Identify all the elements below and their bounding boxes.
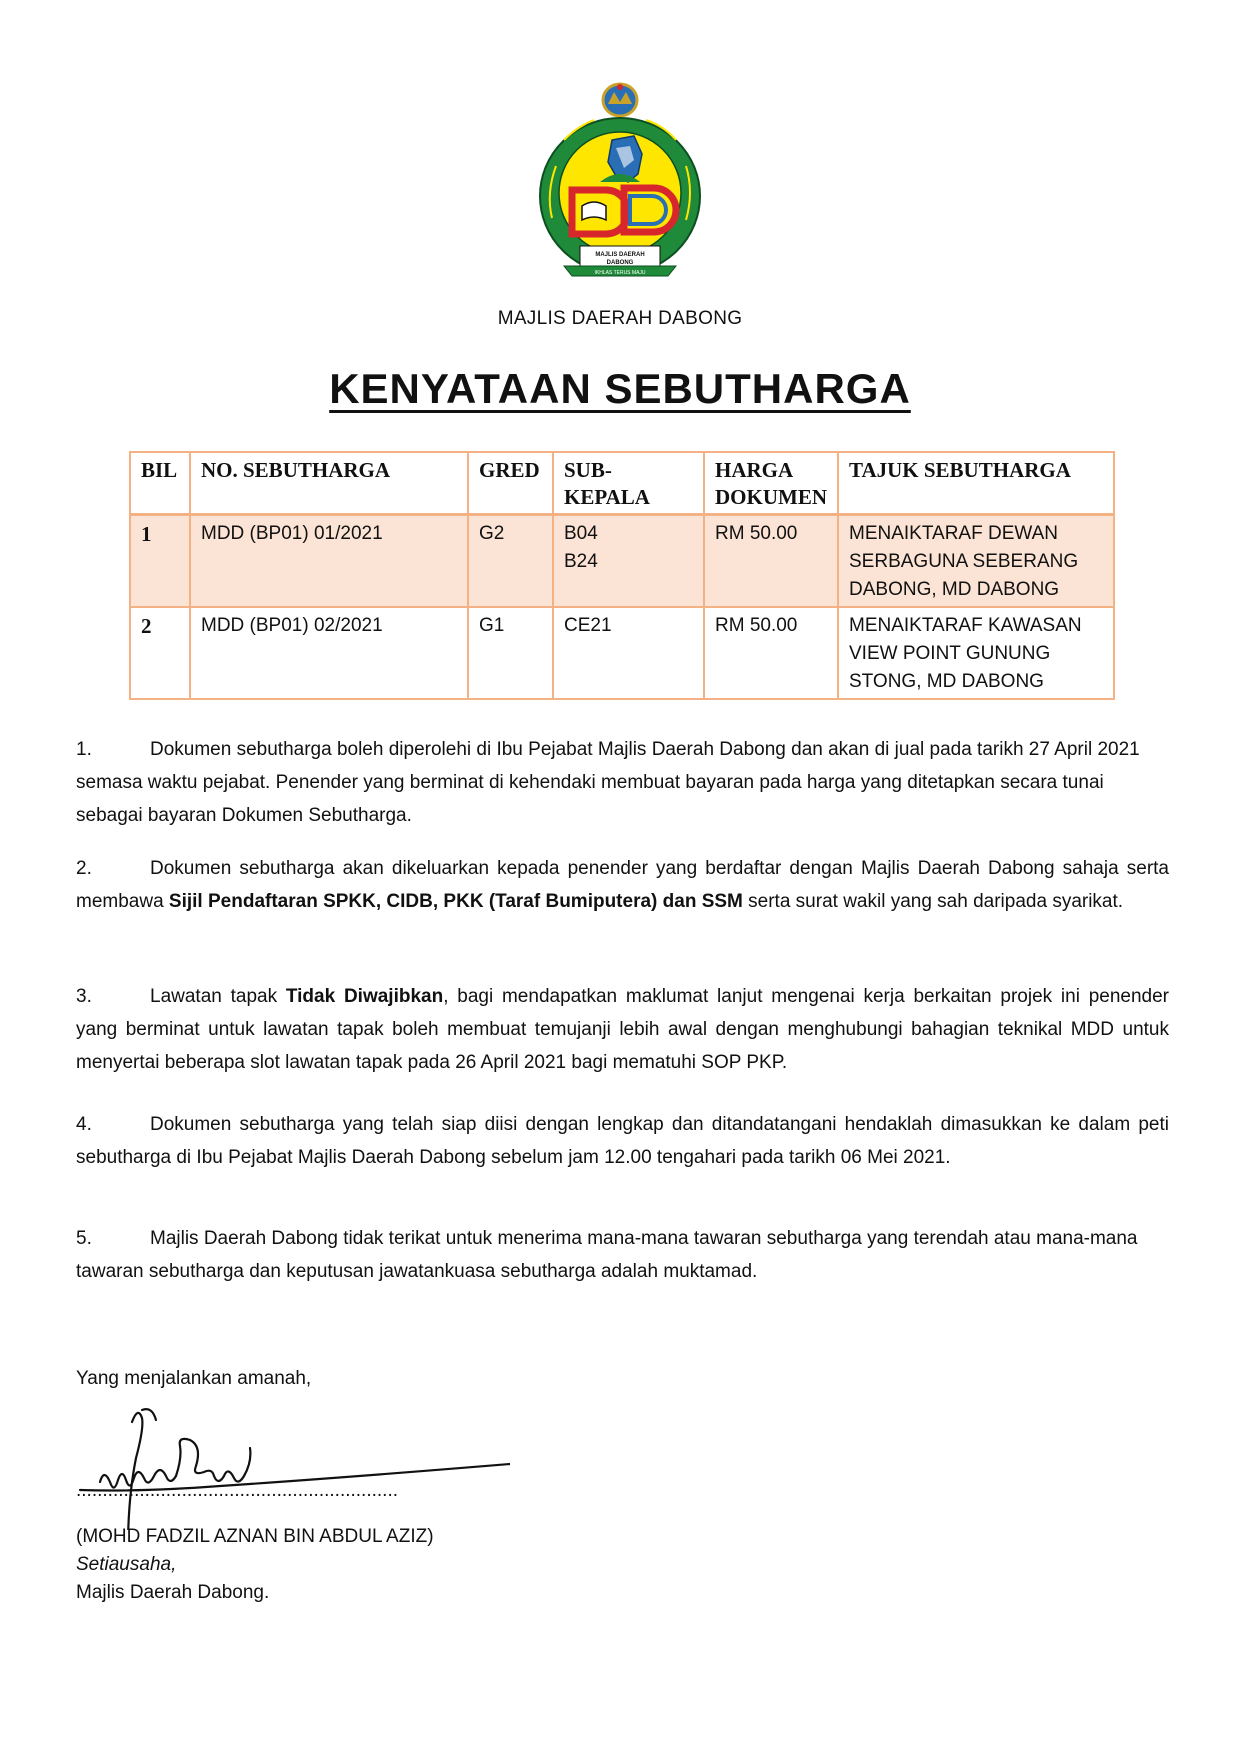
paragraph-5 — [76, 1222, 1169, 1288]
header-bil: BIL — [130, 452, 190, 515]
page-title — [0, 365, 1240, 413]
paragraph-1 — [76, 733, 1169, 832]
signature-opening: Yang menjalankan amanah, — [76, 1368, 312, 1389]
header-no-sebutharga: NO. SEBUTHARGA — [190, 452, 468, 515]
signatory-name: (MOHD FADZIL AZNAN BIN ABDUL AZIZ) — [76, 1526, 434, 1547]
header-gred: GRED — [468, 452, 553, 515]
cell-no: MDD (BP01) 01/2021 — [190, 515, 468, 608]
signatory-role: Setiausaha, — [76, 1554, 177, 1575]
cell-bil: 1 — [130, 515, 190, 608]
paragraph-number: 4. — [76, 1114, 92, 1135]
paragraph-number: 3. — [76, 986, 92, 1007]
paragraph-text-a: Dokumen sebutharga akan dikeluarkan kepada penender yang berdaftar dengan Majlis Daerah Dabong sahaja serta membawa — [76, 858, 1169, 912]
svg-text:MAJLIS DAERAH: MAJLIS DAERAH — [595, 252, 645, 258]
table-header-row — [130, 452, 1114, 515]
paragraph-bold: Sijil Pendaftaran SPKK, CIDB, PKK (Taraf Bumiputera) dan SSM — [168, 891, 743, 912]
cell-tajuk-line1: MENAIKTARAF DEWAN — [849, 523, 1059, 544]
cell-sub-kepala: CE21 — [553, 607, 704, 699]
majlis-daerah-dabong-crest-icon — [530, 78, 710, 283]
cell-tajuk-line3: STONG, MD DABONG — [849, 671, 1044, 692]
paragraph-number: 1. — [76, 739, 92, 760]
header-harga-line1: HARGA — [715, 458, 794, 482]
quotation-table — [129, 451, 1115, 700]
table-row — [130, 607, 1114, 699]
cell-tajuk — [838, 607, 1114, 699]
svg-text:IKHLAS TERUS MAJU: IKHLAS TERUS MAJU — [594, 270, 646, 276]
crown-icon — [603, 84, 637, 116]
table-row — [130, 515, 1114, 608]
paragraph-text-b: serta surat wakil yang sah daripada syarikat. — [742, 891, 1124, 912]
paragraph-text: Dokumen sebutharga boleh diperolehi di Ibu Pejabat Majlis Daerah Dabong dan akan di jual pada tarikh 27 April 2021 semasa waktu pejabat. Penender yang berminat di kehendaki membuat bayaran pada harga yang ditetapkan secara tunai sebagai bayaran Dokumen Sebutharga. — [76, 739, 1140, 826]
header-tajuk: TAJUK SEBUTHARGA — [838, 452, 1114, 515]
cell-harga: RM 50.00 — [704, 515, 838, 608]
cell-no: MDD (BP01) 02/2021 — [190, 607, 468, 699]
cell-harga: RM 50.00 — [704, 607, 838, 699]
paragraph-text-b: , bagi mendapatkan maklumat lanjut mengenai kerja berkaitan projek ini penender yang berminat untuk lawatan tapak boleh membuat temujanji lebih awal dengan menghubungi bahagian teknikal MDD untuk menyertai beberapa slot lawatan tapak pada 26 April 2021 bagi mematuhi SOP PKP. — [76, 986, 1170, 1073]
cell-tajuk-line3: DABONG, MD DABONG — [849, 579, 1060, 600]
paragraph-number: 5. — [76, 1228, 92, 1249]
header-sub-kepala — [553, 452, 704, 515]
paragraph-text: Majlis Daerah Dabong tidak terikat untuk menerima mana-mana tawaran sebutharga yang terendah atau mana-mana tawaran sebutharga dan keputusan jawatankuasa sebutharga adalah muktamad. — [76, 1228, 1138, 1282]
cell-tajuk-line2: VIEW POINT GUNUNG — [849, 643, 1051, 664]
paragraph-3 — [76, 980, 1169, 1079]
header-sub-line1: SUB- — [564, 458, 612, 482]
cell-sub-line2: B24 — [564, 551, 598, 572]
header-sub-line2: KEPALA — [564, 485, 650, 509]
cell-bil: 2 — [130, 607, 190, 699]
paragraph-text-a: Lawatan tapak — [150, 986, 286, 1007]
header-harga-line2: DOKUMEN — [715, 485, 827, 509]
cell-gred: G1 — [468, 607, 553, 699]
signatory-org: Majlis Daerah Dabong. — [76, 1582, 270, 1603]
svg-text:DABONG: DABONG — [606, 260, 634, 266]
cell-tajuk-line1: MENAIKTARAF KAWASAN — [849, 615, 1082, 636]
org-name: MAJLIS DAERAH DABONG — [497, 308, 743, 329]
paragraph-2 — [76, 852, 1169, 918]
cell-sub-line1: B04 — [564, 523, 598, 544]
signature-line: ............................................................. — [76, 1480, 399, 1501]
paragraph-4 — [76, 1108, 1169, 1174]
paragraph-number: 2. — [76, 858, 92, 879]
cell-tajuk — [838, 515, 1114, 608]
header-harga-dokumen — [704, 452, 838, 515]
paragraph-bold: Tidak Diwajibkan — [285, 986, 444, 1007]
handwritten-signature-icon — [70, 1390, 510, 1530]
cell-sub-kepala — [553, 515, 704, 608]
cell-gred: G2 — [468, 515, 553, 608]
page-title-text: KENYATAAN SEBUTHARGA — [329, 365, 911, 412]
paragraph-text: Dokumen sebutharga yang telah siap diisi dengan lengkap dan ditandatangani hendaklah dimasukkan ke dalam peti sebutharga di Ibu Pejabat Majlis Daerah Dabong sebelum jam 12.00 tengahari pada tarikh 06 Mei 2021. — [76, 1114, 1169, 1168]
cell-tajuk-line2: SERBAGUNA SEBERANG — [849, 551, 1079, 572]
